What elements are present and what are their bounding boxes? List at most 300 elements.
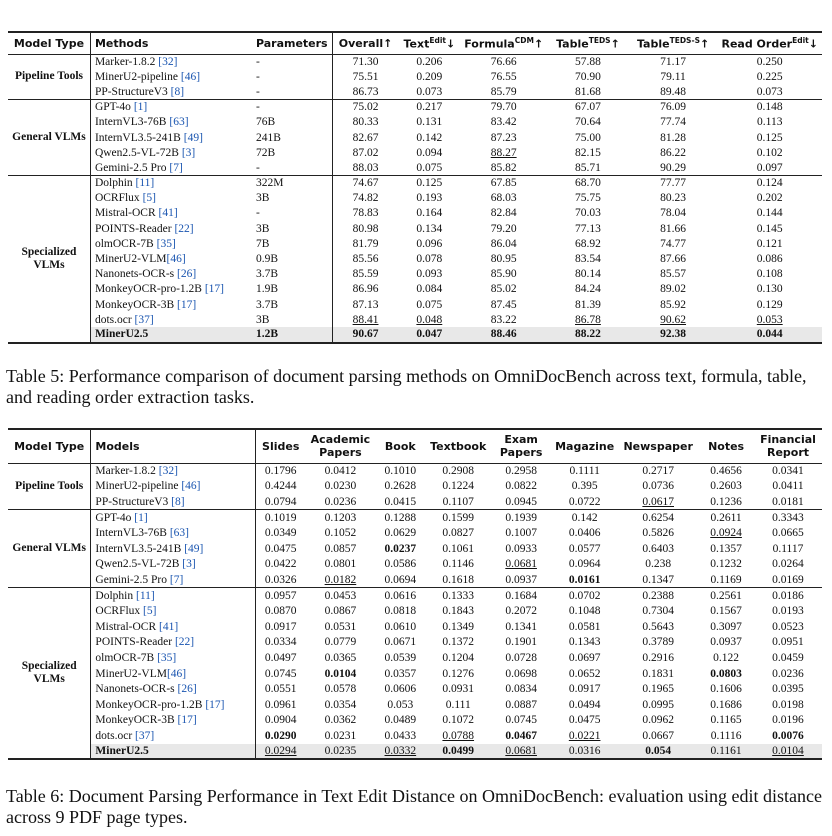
value-cell: 0.094	[416, 146, 443, 159]
table-row	[8, 635, 822, 651]
citation-link[interactable]: [35]	[156, 237, 176, 250]
citation-link[interactable]: [7]	[169, 573, 184, 586]
value-cell: 0.125	[756, 131, 783, 144]
value-cell: 0.1796	[264, 465, 297, 478]
t5-header-methods: Methods	[94, 36, 149, 50]
value-cell: 0.0186	[772, 589, 804, 602]
value-cell: 0.0415	[384, 495, 417, 508]
value-cell: 0.0349	[264, 527, 297, 540]
value-cell: 0.0857	[324, 542, 357, 555]
value-cell: 0.1288	[384, 511, 417, 524]
citation-link[interactable]: [17]	[204, 283, 224, 296]
value-cell: 0.0236	[324, 495, 357, 508]
table-row	[8, 130, 822, 145]
value-cell: 0.073	[756, 85, 783, 98]
value-cell: 0.0362	[324, 714, 357, 727]
value-cell: 0.0834	[505, 683, 537, 696]
value-cell: 80.95	[490, 253, 517, 266]
parameters-cell: -	[252, 69, 332, 84]
value-cell: 87.66	[660, 253, 687, 266]
value-cell: 0.0917	[264, 620, 297, 633]
value-cell: 0.1117	[772, 542, 804, 555]
value-cell: 0.2072	[505, 605, 537, 618]
value-cell: 0.0745	[505, 714, 537, 727]
value-cell: 0.044	[717, 327, 822, 342]
value-cell: 0.0629	[384, 527, 417, 540]
value-cell: 0.1107	[442, 495, 474, 508]
table-row	[8, 681, 822, 697]
value-cell: 0.0539	[384, 651, 417, 664]
value-cell: 0.0334	[264, 636, 297, 649]
value-cell: 0.1061	[442, 542, 475, 555]
value-cell: 0.0867	[324, 605, 357, 618]
method-name: InternVL3.5-241B [49]	[94, 131, 203, 144]
method-name: MonkeyOCR-pro-1.2B [17]	[94, 283, 224, 296]
value-cell: 0.1843	[442, 605, 475, 618]
value-cell: 0.0951	[772, 636, 804, 649]
value-cell: 0.053	[387, 698, 414, 711]
citation-link[interactable]: [26]	[177, 683, 197, 696]
citation-link[interactable]: [3]	[181, 146, 196, 159]
value-cell: 84.24	[575, 283, 601, 296]
value-cell: 0.0652	[568, 667, 601, 680]
citation-link[interactable]: [17]	[177, 714, 197, 727]
value-cell: 0.0467	[505, 729, 537, 742]
parameters-cell: 241B	[252, 130, 332, 145]
method-name: OCRFlux [5]	[91, 603, 256, 619]
value-cell: 0.0326	[264, 573, 297, 586]
citation-link[interactable]: [63]	[169, 527, 190, 540]
value-cell: 86.22	[660, 146, 687, 159]
value-cell: 0.0422	[264, 558, 297, 571]
method-name: InternVL3-76B [63]	[94, 116, 189, 129]
value-cell: 0.2561	[710, 589, 742, 602]
value-cell: 82.15	[575, 146, 601, 159]
table-row	[8, 744, 822, 760]
value-cell: 0.053	[756, 313, 783, 326]
table-row	[8, 666, 822, 682]
value-cell: 0.1019	[264, 511, 297, 524]
citation-link[interactable]: [17]	[205, 698, 225, 711]
citation-link[interactable]: [37]	[134, 313, 154, 326]
table-row	[8, 84, 822, 99]
table-6	[8, 428, 822, 760]
citation-link[interactable]: [11]	[135, 177, 155, 190]
value-cell: 0.1684	[505, 589, 537, 602]
value-cell: 75.51	[352, 70, 379, 83]
t6-header-slides: Slides	[262, 439, 300, 453]
citation-link[interactable]: [26]	[177, 268, 197, 281]
value-cell: 0.1606	[710, 683, 742, 696]
parameters-cell: 1.2B	[252, 327, 332, 342]
value-cell: 0.5643	[642, 620, 674, 633]
value-cell: 0.1165	[710, 714, 742, 727]
value-cell: 0.148	[756, 101, 783, 114]
value-cell: 0.142	[416, 131, 443, 144]
citation-link[interactable]: [63]	[169, 116, 189, 129]
citation-link[interactable]: [5]	[143, 605, 157, 618]
value-cell: 74.67	[352, 177, 379, 190]
citation-link[interactable]: [3]	[182, 558, 196, 571]
citation-link[interactable]: [46]	[166, 253, 186, 266]
value-cell: 0.0937	[505, 573, 537, 586]
t5-header-overall: Overall↑	[338, 36, 393, 50]
citation-link[interactable]: [41]	[159, 620, 179, 633]
table-row	[8, 236, 822, 251]
parameters-cell: -	[252, 54, 332, 69]
parameters-cell: 7B	[252, 236, 332, 251]
value-cell: 88.41	[352, 313, 379, 326]
table-row	[8, 312, 822, 327]
table-row	[8, 650, 822, 666]
table-row	[8, 557, 822, 573]
value-cell: 0.0406	[568, 527, 601, 540]
method-name: Marker-1.8.2 [32]	[94, 55, 178, 68]
value-cell: 0.093	[416, 268, 443, 281]
table-row	[8, 282, 822, 297]
table-row	[8, 176, 822, 191]
table-row	[8, 221, 822, 236]
value-cell: 0.0231	[324, 729, 357, 742]
t6-header-magazine: Magazine	[555, 439, 615, 453]
value-cell: 0.0497	[264, 651, 297, 664]
value-cell: 0.2958	[505, 465, 537, 478]
value-cell: 74.77	[660, 237, 687, 250]
citation-link[interactable]: [22]	[174, 636, 195, 649]
t6-header-book: Book	[384, 439, 416, 453]
value-cell: 0.0316	[551, 744, 618, 760]
table-row	[8, 697, 822, 713]
t6-header-textbook: Textbook	[430, 439, 487, 453]
value-cell: 0.0904	[264, 714, 297, 727]
value-cell: 0.0354	[324, 698, 357, 711]
value-cell: 0.1341	[505, 620, 537, 633]
method-name: MinerU2.5	[90, 327, 252, 342]
value-cell: 0.2916	[642, 651, 674, 664]
value-cell: 0.0169	[772, 573, 804, 586]
value-cell: 0.164	[416, 207, 443, 220]
parameters-cell: 3B	[252, 221, 332, 236]
value-cell: 85.92	[660, 298, 687, 311]
value-cell: 0.0827	[442, 527, 475, 540]
value-cell: 80.33	[352, 116, 379, 129]
method-name: dots.ocr [37]	[91, 728, 256, 744]
value-cell: 80.98	[352, 222, 379, 235]
table-row	[8, 619, 822, 635]
value-cell: 0.1372	[442, 636, 475, 649]
citation-link[interactable]: [49]	[183, 131, 203, 144]
value-cell: 0.225	[756, 70, 783, 83]
value-cell: 0.124	[756, 177, 783, 190]
value-cell: 0.2611	[710, 511, 742, 524]
value-cell: 0.0264	[772, 558, 804, 571]
table-row	[8, 572, 822, 588]
value-cell: 0.0788	[442, 729, 475, 742]
value-cell: 79.20	[490, 222, 517, 235]
value-cell: 0.0694	[384, 573, 417, 586]
parameters-cell: 1.9B	[252, 282, 332, 297]
value-cell: 0.0917	[568, 683, 601, 696]
method-name: Mistral-OCR [41]	[91, 619, 256, 635]
table-row	[8, 267, 822, 282]
value-cell: 86.96	[352, 283, 379, 296]
citation-link[interactable]: [1]	[133, 101, 148, 114]
citation-link[interactable]: [17]	[177, 298, 197, 311]
t6-header-models: Models	[91, 429, 256, 463]
value-cell: 0.0196	[772, 714, 804, 727]
value-cell: 0.0357	[384, 667, 417, 680]
value-cell: 85.79	[490, 85, 517, 98]
value-cell: 85.90	[490, 268, 517, 281]
value-cell: 0.1052	[324, 527, 357, 540]
method-name: InternVL3-76B [63]	[91, 525, 256, 541]
t5-header-formula: Formula$^{CDM}$↑	[464, 35, 544, 51]
citation-link[interactable]: [46]	[180, 70, 201, 83]
value-cell: 0.7304	[642, 605, 674, 618]
table-row	[8, 463, 822, 479]
value-cell: 82.67	[352, 131, 379, 144]
t5-header-model-type: Model Type	[8, 32, 90, 54]
value-cell: 0.0961	[264, 698, 297, 711]
value-cell: 0.1939	[505, 511, 537, 524]
value-cell: 0.145	[756, 222, 783, 235]
value-cell: 0.0962	[642, 714, 674, 727]
t6-header-exam-papers: Exam Papers	[499, 433, 543, 460]
t6-header-newspaper: Newspaper	[623, 439, 693, 453]
value-cell: 0.0937	[710, 636, 742, 649]
value-cell: 88.27	[490, 146, 517, 159]
value-cell: 0.097	[756, 161, 783, 174]
value-cell: 0.0161	[568, 573, 601, 586]
citation-link[interactable]: [32]	[158, 465, 178, 478]
method-name: PP-StructureV3 [8]	[91, 494, 256, 510]
citation-link[interactable]: [8]	[170, 85, 185, 98]
value-cell: 0.0728	[505, 651, 537, 664]
value-cell: 0.0870	[264, 605, 297, 618]
citation-link[interactable]: [22]	[174, 222, 194, 235]
value-cell: 0.1349	[442, 620, 475, 633]
value-cell: 67.07	[575, 101, 601, 114]
value-cell: 0.0995	[642, 698, 674, 711]
value-cell: 0.144	[756, 207, 783, 220]
value-cell: 75.00	[575, 131, 601, 144]
value-cell: 0.0945	[505, 495, 537, 508]
value-cell: 0.129	[756, 298, 783, 311]
value-cell: 70.03	[575, 207, 601, 220]
value-cell: 0.0395	[772, 683, 804, 696]
value-cell: 0.1831	[642, 667, 674, 680]
value-cell: 87.02	[352, 146, 379, 159]
value-cell: 68.92	[575, 237, 601, 250]
value-cell: 81.79	[352, 237, 379, 250]
value-cell: 0.1357	[710, 542, 742, 555]
method-name: MinerU2-VLM[46]	[94, 253, 186, 266]
value-cell: 80.14	[575, 268, 601, 281]
method-name: MinerU2-pipeline [46]	[91, 479, 256, 495]
citation-link[interactable]: [7]	[169, 161, 183, 174]
value-cell: 0.0818	[384, 605, 417, 618]
value-cell: 0.0610	[384, 620, 417, 633]
citation-link[interactable]: [46]	[181, 480, 201, 493]
value-cell: 87.45	[490, 298, 517, 311]
citation-link[interactable]: [5]	[142, 192, 156, 205]
value-cell: 0.395	[571, 480, 598, 493]
value-cell: 0.202	[756, 192, 783, 205]
value-cell: 85.56	[352, 253, 379, 266]
value-cell: 0.1161	[698, 744, 754, 760]
method-name: MonkeyOCR-3B [17]	[91, 713, 256, 729]
value-cell: 0.108	[756, 268, 783, 281]
value-cell: 87.13	[352, 298, 379, 311]
value-cell: 0.075	[416, 298, 443, 311]
value-cell: 0.3343	[772, 511, 804, 524]
method-name: POINTS-Reader [22]	[94, 222, 194, 235]
value-cell: 0.2908	[442, 465, 475, 478]
value-cell: 0.193	[416, 192, 443, 205]
value-cell: 0.1007	[505, 527, 537, 540]
value-cell: 0.0494	[568, 698, 601, 711]
value-cell: 87.23	[490, 131, 517, 144]
value-cell: 0.0665	[772, 527, 804, 540]
value-cell: 81.39	[575, 298, 601, 311]
parameters-cell: -	[252, 84, 332, 99]
value-cell: 57.88	[575, 55, 601, 68]
value-cell: 0.0235	[305, 744, 375, 760]
value-cell: 0.5826	[642, 527, 674, 540]
value-cell: 0.0606	[384, 683, 417, 696]
citation-link[interactable]: [37]	[135, 729, 155, 742]
parameters-cell: -	[252, 100, 332, 115]
value-cell: 0.1686	[710, 698, 742, 711]
t5-header-parameters: Parameters	[252, 32, 332, 54]
value-cell: 0.1048	[568, 605, 601, 618]
value-cell: 0.0475	[264, 542, 297, 555]
table5-group-label: Pipeline Tools	[8, 54, 90, 100]
value-cell: 0.1111	[569, 465, 600, 478]
value-cell: 0.250	[756, 55, 783, 68]
method-name: GPT-4o [1]	[91, 510, 256, 526]
value-cell: 0.1567	[710, 605, 742, 618]
value-cell: 85.57	[660, 268, 687, 281]
value-cell: 0.113	[757, 116, 783, 129]
value-cell: 0.122	[713, 651, 740, 664]
value-cell: 0.1010	[384, 465, 417, 478]
value-cell: 0.073	[416, 85, 443, 98]
value-cell: 85.02	[490, 283, 517, 296]
parameters-cell: 3B	[252, 312, 332, 327]
value-cell: 0.0697	[568, 651, 601, 664]
parameters-cell: 72B	[252, 145, 332, 160]
value-cell: 0.1203	[324, 511, 357, 524]
value-cell: 0.0779	[324, 636, 357, 649]
method-name: POINTS-Reader [22]	[91, 635, 256, 651]
parameters-cell: -	[252, 160, 332, 175]
method-name: olmOCR-7B [35]	[91, 650, 256, 666]
value-cell: 0.134	[416, 222, 443, 235]
value-cell: 0.0365	[324, 651, 357, 664]
value-cell: 81.28	[660, 131, 687, 144]
value-cell: 0.0887	[505, 698, 537, 711]
table-row	[8, 297, 822, 312]
method-name: Qwen2.5-VL-72B [3]	[91, 557, 256, 573]
value-cell: 0.054	[618, 744, 698, 760]
value-cell: 0.0104	[324, 667, 357, 680]
value-cell: 78.04	[660, 207, 687, 220]
parameters-cell: -	[252, 206, 332, 221]
value-cell: 79.11	[660, 70, 686, 83]
value-cell: 0.4244	[264, 480, 297, 493]
value-cell: 0.0341	[772, 465, 804, 478]
value-cell: 83.42	[490, 116, 517, 129]
value-cell: 76.09	[660, 101, 687, 114]
citation-link[interactable]: [32]	[158, 55, 178, 68]
value-cell: 85.71	[575, 161, 601, 174]
value-cell: 90.62	[660, 313, 687, 326]
table-row	[8, 510, 822, 526]
value-cell: 0.142	[571, 511, 598, 524]
value-cell: 0.0230	[324, 480, 357, 493]
method-name: MonkeyOCR-3B [17]	[94, 298, 197, 311]
t6-header-academic-papers: Academic Papers	[310, 433, 371, 460]
method-name: Gemini-2.5 Pro [7]	[91, 572, 256, 588]
table6-group-label: General VLMs	[8, 510, 91, 588]
value-cell: 85.59	[352, 268, 379, 281]
value-cell: 0.0294	[256, 744, 306, 760]
value-cell: 77.74	[660, 116, 687, 129]
value-cell: 0.0411	[772, 480, 804, 493]
method-name: Nanonets-OCR-s [26]	[91, 681, 256, 697]
value-cell: 0.075	[416, 161, 443, 174]
value-cell: 0.206	[416, 55, 443, 68]
citation-link[interactable]: [35]	[157, 651, 177, 664]
value-cell: 0.1618	[442, 573, 475, 586]
value-cell: 86.73	[352, 85, 379, 98]
value-cell: 92.38	[629, 327, 718, 342]
method-name: MinerU2.5	[91, 744, 256, 760]
value-cell: 0.1204	[442, 651, 475, 664]
value-cell: 76.66	[490, 55, 517, 68]
value-cell: 0.096	[416, 237, 443, 250]
citation-link[interactable]: [41]	[158, 207, 178, 220]
citation-link[interactable]: [46]	[166, 667, 187, 680]
value-cell: 0.0924	[710, 527, 742, 540]
value-cell: 0.1224	[442, 480, 475, 493]
method-name: Dolphin [11]	[94, 177, 155, 190]
citation-link[interactable]: [49]	[184, 542, 204, 555]
table-5	[8, 31, 822, 344]
citation-link[interactable]: [1]	[134, 511, 148, 524]
value-cell: 0.0794	[264, 495, 297, 508]
value-cell: 0.1072	[442, 714, 475, 727]
citation-link[interactable]: [8]	[171, 495, 185, 508]
citation-link[interactable]: [11]	[136, 589, 155, 602]
table-row	[8, 728, 822, 744]
value-cell: 0.0822	[505, 480, 537, 493]
value-cell: 0.1333	[442, 589, 475, 602]
method-name: Mistral-OCR [41]	[94, 207, 178, 220]
value-cell: 0.0964	[568, 558, 601, 571]
value-cell: 0.0237	[384, 542, 417, 555]
value-cell: 0.0586	[384, 558, 417, 571]
value-cell: 0.0722	[568, 495, 601, 508]
value-cell: 0.0193	[772, 605, 804, 618]
value-cell: 71.30	[352, 55, 379, 68]
value-cell: 77.13	[575, 222, 601, 235]
parameters-cell: 3.7B	[252, 267, 332, 282]
parameters-cell: 0.9B	[252, 251, 332, 266]
t6-header-financial-report: Financial Report	[760, 433, 816, 460]
value-cell: 90.67	[332, 327, 398, 342]
